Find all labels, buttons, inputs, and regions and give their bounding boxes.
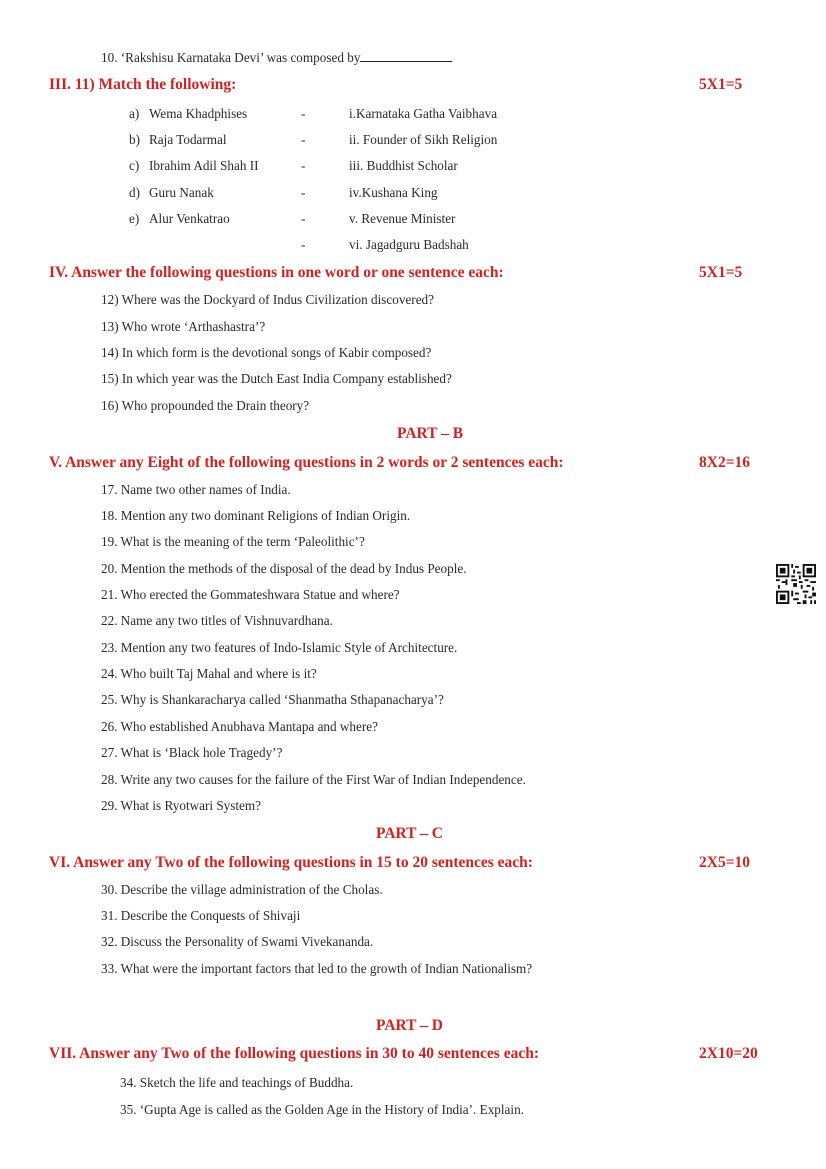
match-right: v. Revenue Minister: [349, 211, 456, 226]
question: 25. Why is Shankaracharya called ‘Shanmatha Sthapanacharya’?: [101, 692, 444, 707]
question: 23. Mention any two features of Indo-Islamic Style of Architecture.: [101, 640, 458, 655]
match-left: Ibrahim Adil Shah II: [149, 158, 259, 173]
match-letter: c): [129, 158, 140, 173]
question-10: [101, 50, 452, 66]
match-dash: -: [301, 185, 306, 200]
match-right: vi. Jagadguru Badshah: [349, 237, 469, 252]
question: 26. Who established Anubhava Mantapa and where?: [101, 719, 378, 734]
match-dash: -: [301, 237, 306, 252]
section-iv-title: IV. Answer the following questions in one word or one sentence each:: [49, 264, 504, 281]
question: 34. Sketch the life and teachings of Buddha.: [120, 1075, 354, 1090]
question: 24. Who built Taj Mahal and where is it?: [101, 666, 317, 681]
question: 28. Write any two causes for the failure of the First War of Indian Independence.: [101, 772, 526, 787]
match-right: iv.Kushana King: [349, 185, 438, 200]
question: 30. Describe the village administration of the Cholas.: [101, 882, 383, 897]
match-left: Alur Venkatrao: [149, 211, 230, 226]
match-right: ii. Founder of Sikh Religion: [349, 132, 498, 147]
match-left: Wema Khadphises: [149, 106, 248, 121]
match-dash: -: [301, 211, 306, 226]
question-text: 10. ‘Rakshisu Karnataka Devi’ was composed by: [101, 50, 361, 65]
section-vii-marks: 2X10=20: [699, 1045, 758, 1062]
match-dash: -: [301, 132, 306, 147]
match-left: Raja Todarmal: [149, 132, 227, 147]
question: 20. Mention the methods of the disposal of the dead by Indus People.: [101, 561, 467, 576]
question: 27. What is ‘Black hole Tragedy’?: [101, 745, 283, 760]
match-right: i.Karnataka Gatha Vaibhava: [349, 106, 498, 121]
question: 15) In which year was the Dutch East India Company established?: [101, 371, 452, 386]
question: 31. Describe the Conquests of Shivaji: [101, 908, 301, 923]
section-vii-title: VII. Answer any Two of the following questions in 30 to 40 sentences each:: [49, 1045, 539, 1062]
part-c-heading: PART – C: [376, 825, 443, 842]
section-iii-marks: 5X1=5: [699, 76, 743, 93]
part-d-heading: PART – D: [376, 1017, 443, 1034]
match-right: iii. Buddhist Scholar: [349, 158, 458, 173]
match-letter: a): [129, 106, 140, 121]
question: 21. Who erected the Gommateshwara Statue and where?: [101, 587, 400, 602]
question: 13) Who wrote ‘Arthashastra’?: [101, 319, 266, 334]
question: 12) Where was the Dockyard of Indus Civilization discovered?: [101, 292, 435, 307]
section-v-marks: 8X2=16: [699, 454, 751, 471]
qr-code-icon: [776, 564, 816, 604]
question: 32. Discuss the Personality of Swami Vivekananda.: [101, 934, 374, 949]
section-iii-title: III. 11) Match the following:: [49, 76, 237, 93]
question: 16) Who propounded the Drain theory?: [101, 398, 310, 413]
part-b-heading: PART – B: [397, 425, 464, 442]
question: 17. Name two other names of India.: [101, 482, 291, 497]
question: 35. ‘Gupta Age is called as the Golden Age in the History of India’. Explain.: [120, 1102, 524, 1117]
match-letter: b): [129, 132, 140, 147]
match-letter: e): [129, 211, 140, 226]
match-letter: d): [129, 185, 140, 200]
match-dash: -: [301, 158, 306, 173]
question: 33. What were the important factors that led to the growth of Indian Nationalism?: [101, 961, 533, 976]
question: 19. What is the meaning of the term ‘Paleolithic’?: [101, 534, 365, 549]
section-iv-marks: 5X1=5: [699, 264, 743, 281]
section-vi-marks: 2X5=10: [699, 854, 751, 871]
match-left: Guru Nanak: [149, 185, 214, 200]
question: 14) In which form is the devotional songs of Kabir composed?: [101, 345, 432, 360]
question: 18. Mention any two dominant Religions of Indian Origin.: [101, 508, 411, 523]
section-v-title: V. Answer any Eight of the following questions in 2 words or 2 sentences each:: [49, 454, 564, 471]
question: 29. What is Ryotwari System?: [101, 798, 262, 813]
section-vi-title: VI. Answer any Two of the following questions in 15 to 20 sentences each:: [49, 854, 533, 871]
question: 22. Name any two titles of Vishnuvardhana.: [101, 613, 333, 628]
answer-blank: [360, 50, 452, 62]
match-dash: -: [301, 106, 306, 121]
